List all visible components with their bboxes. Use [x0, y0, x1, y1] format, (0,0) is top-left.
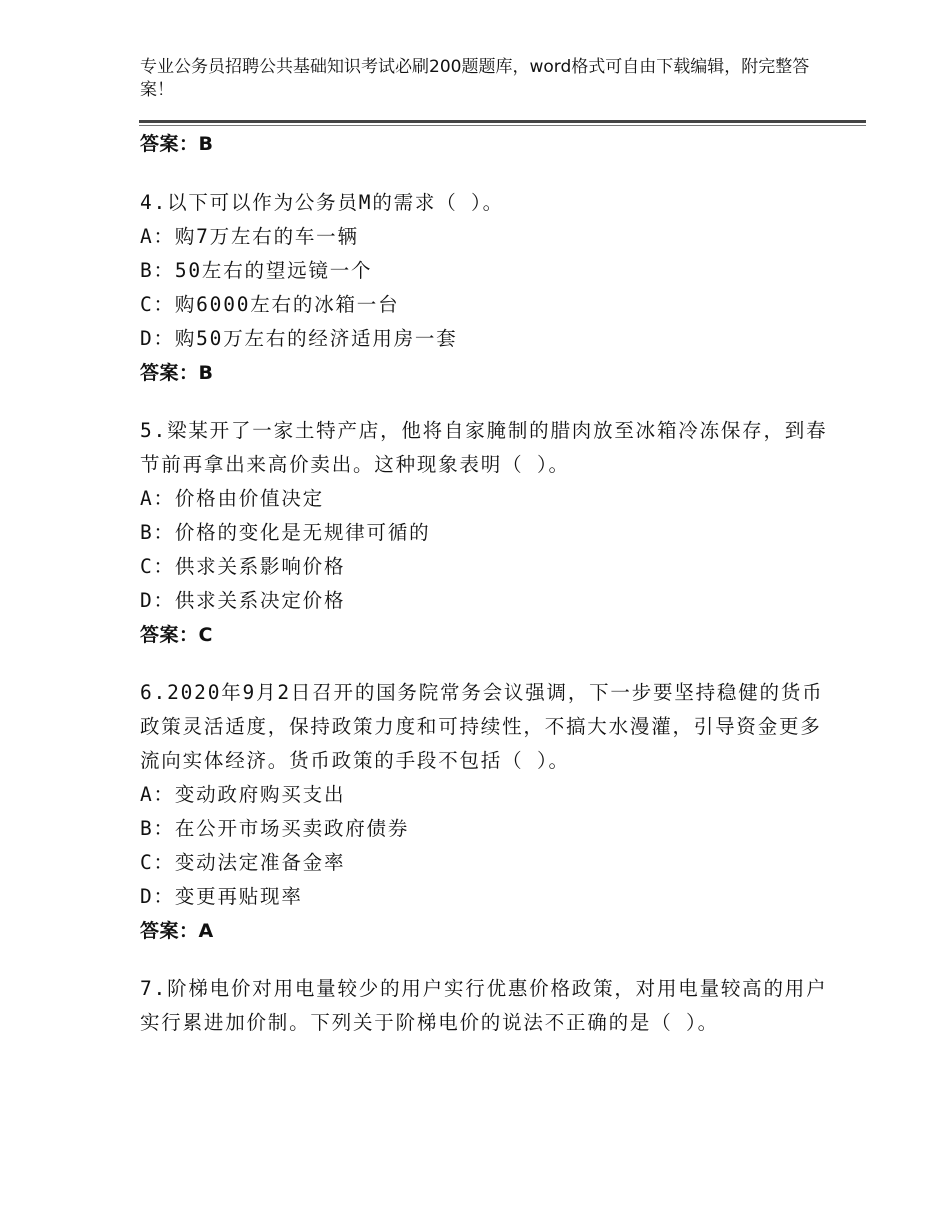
- question-item: [140, 186, 830, 390]
- option-c: C：购6000左右的冰箱一台: [140, 293, 400, 316]
- question-stem: 7.阶梯电价对用电量较少的用户实行优惠价格政策，对用电量较高的用户实行累进加价制。下列关于阶梯电价的说法不正确的是（ ）。: [140, 977, 828, 1034]
- question-item: [140, 676, 830, 948]
- option-c: C：变动法定准备金率: [140, 851, 346, 874]
- answer-label: 答案：C: [140, 624, 213, 646]
- question-stem: 5.梁某开了一家土特产店，他将自家腌制的腊肉放至冰箱冷冻保存，到春节前再拿出来高价卖出。这种现象表明（ ）。: [140, 419, 828, 476]
- header-divider: [139, 120, 866, 123]
- question-stem: 6.2020年9月2日召开的国务院常务会议强调，下一步要坚持稳健的货币政策灵活适度，保持政策力度和可持续性，不搞大水漫灌，引导资金更多流向实体经济。货币政策的手段不包括（ ）。: [140, 681, 824, 772]
- question-stem: 4.以下可以作为公务员M的需求（ ）。: [140, 191, 504, 214]
- document-header: 专业公务员招聘公共基础知识考试必刷200题题库，word格式可自由下载编辑，附完整答案！: [140, 57, 810, 100]
- option-b: B：价格的变化是无规律可循的: [140, 521, 431, 544]
- option-c: C：供求关系影响价格: [140, 555, 346, 578]
- option-d: D：购50万左右的经济适用房一套: [140, 327, 458, 350]
- answer-label: 答案：B: [140, 133, 214, 155]
- answer-label: 答案：B: [140, 362, 214, 384]
- option-d: D：供求关系决定价格: [140, 589, 346, 612]
- option-d: D：变更再贴现率: [140, 885, 303, 908]
- question-list: [140, 125, 830, 1040]
- option-a: A：购7万左右的车一辆: [140, 225, 359, 248]
- question-item: [140, 972, 830, 1040]
- option-b: B：在公开市场买卖政府债券: [140, 817, 410, 840]
- option-a: A：价格由价值决定: [140, 487, 324, 510]
- question-item: [140, 414, 830, 652]
- option-b: B：50左右的望远镜一个: [140, 259, 373, 282]
- option-a: A：变动政府购买支出: [140, 783, 346, 806]
- answer-label: 答案：A: [140, 920, 214, 942]
